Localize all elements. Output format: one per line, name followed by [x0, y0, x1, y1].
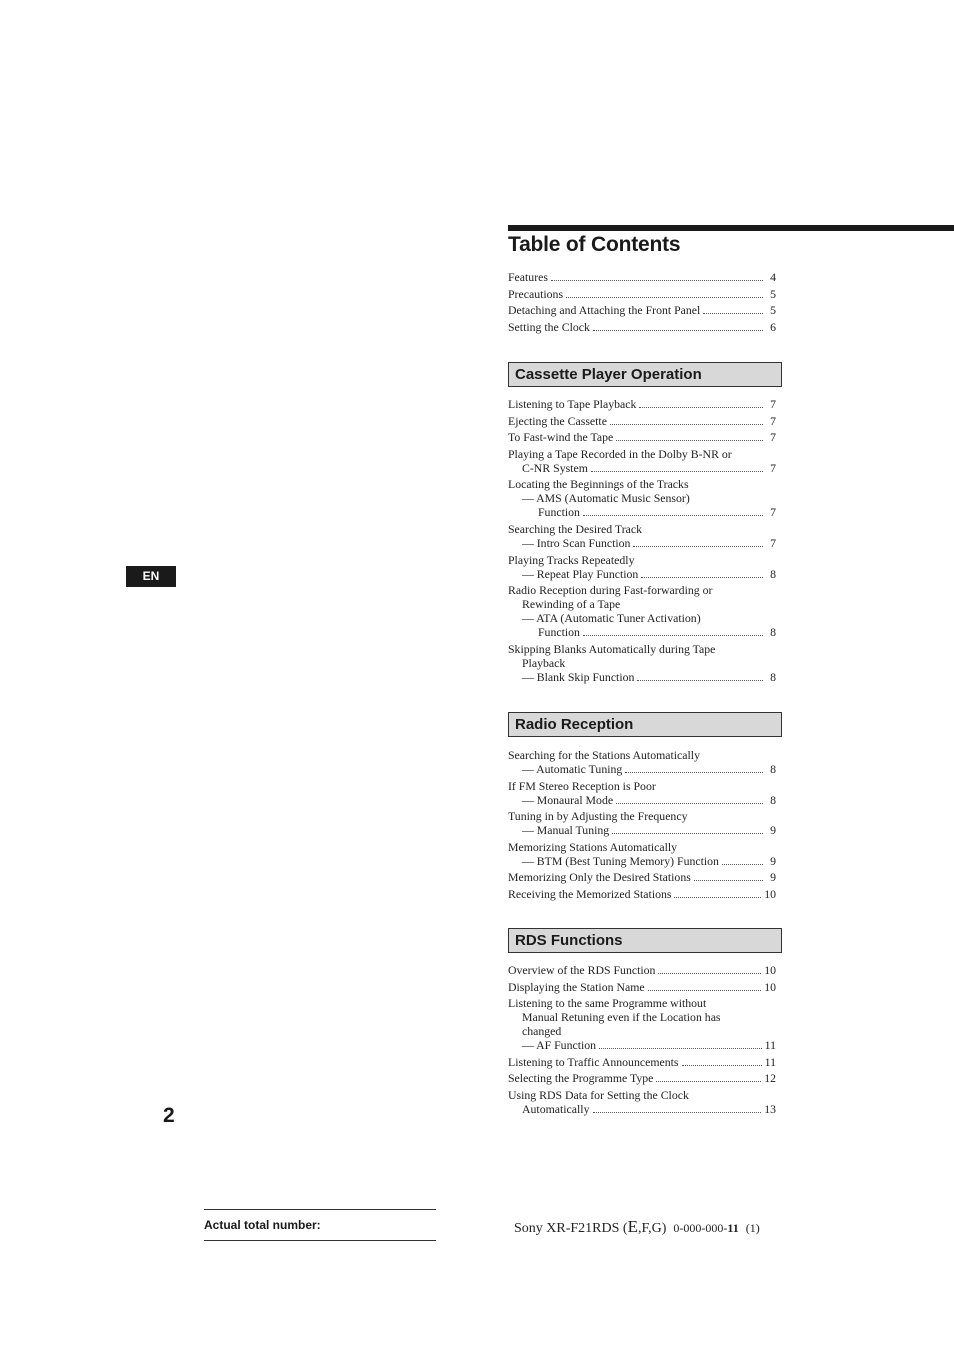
toc-page-number: 13 — [764, 1101, 776, 1116]
dot-leader — [593, 1112, 762, 1113]
toc-entry-text: Searching the Desired Track — [508, 521, 642, 536]
toc-entry-line — [508, 397, 776, 411]
toc-page-number: 12 — [764, 1071, 776, 1086]
language-tab: EN — [126, 566, 176, 587]
toc-page-number: 8 — [770, 566, 776, 581]
toc-entry — [508, 447, 776, 475]
toc-entry-text: — BTM (Best Tuning Memory) Function — [522, 853, 719, 868]
dot-leader — [694, 880, 763, 881]
toc-entry-text: — AF Function — [522, 1038, 597, 1053]
dot-leader — [616, 440, 763, 441]
footer-total-box — [204, 1209, 436, 1241]
toc-entry — [508, 430, 776, 444]
dot-leader — [616, 803, 763, 804]
toc-entry-text: Playing a Tape Recorded in the Dolby B-NR or — [508, 446, 732, 461]
toc-entry — [508, 963, 776, 977]
toc-entry-line — [508, 870, 776, 884]
page-title: Table of Contents — [508, 233, 681, 256]
toc-entry-text: — Repeat Play Function — [522, 566, 639, 581]
toc-entry-text: To Fast-wind the Tape — [508, 430, 614, 445]
toc-entry-line — [508, 320, 776, 334]
toc-entry-line — [508, 1038, 776, 1052]
model-prefix: Sony XR-F21RDS ( — [514, 1221, 628, 1236]
toc-entry — [508, 1055, 776, 1069]
toc-page-number: 8 — [770, 792, 776, 807]
toc-entry-text: — Automatic Tuning — [522, 762, 623, 776]
dot-leader — [599, 1048, 762, 1049]
toc-entry-line — [508, 1071, 776, 1085]
toc-page-number: 8 — [770, 762, 776, 776]
toc-entry-line — [508, 505, 776, 519]
toc-page-number: 7 — [770, 397, 776, 411]
toc-page-number: 11 — [764, 1054, 776, 1069]
toc-entry-text: Features — [508, 270, 548, 284]
toc-radio-list — [508, 748, 776, 904]
toc-entry-text: Radio Reception during Fast-forwarding or — [508, 583, 713, 598]
toc-entry-text: Selecting the Programme Type — [508, 1071, 654, 1086]
toc-page-number: 5 — [770, 303, 776, 318]
toc-entry — [508, 1088, 776, 1116]
toc-entry-text: Searching for the Stations Automatically — [508, 748, 700, 762]
toc-entry — [508, 397, 776, 411]
dot-leader — [703, 313, 763, 314]
code-bold: 11 — [727, 1221, 739, 1235]
toc-entry — [508, 748, 776, 776]
toc-page-number: 7 — [770, 535, 776, 550]
toc-entry-text: Listening to the same Programme without — [508, 996, 707, 1011]
toc-entry-line — [508, 1102, 776, 1116]
toc-entry-text: Displaying the Station Name — [508, 979, 645, 994]
toc-entry — [508, 809, 776, 837]
toc-entry-line — [508, 303, 776, 317]
toc-entry — [508, 320, 776, 334]
toc-entry-text: Listening to Traffic Announcements — [508, 1054, 679, 1069]
toc-entry — [508, 642, 776, 684]
toc-intro-list — [508, 270, 776, 336]
toc-page-number: 9 — [770, 823, 776, 838]
toc-entry-text: Playing Tracks Repeatedly — [508, 552, 635, 567]
toc-page-number: 8 — [770, 669, 776, 684]
toc-entry — [508, 414, 776, 428]
toc-entry-text: Detaching and Attaching the Front Panel — [508, 303, 701, 318]
dot-leader — [658, 973, 761, 974]
dot-leader — [637, 680, 763, 681]
dot-leader — [656, 1081, 761, 1082]
toc-entry-text: C-NR System — [522, 460, 588, 475]
dot-leader — [674, 897, 761, 898]
model-lang-rest: ,F,G) — [637, 1221, 667, 1236]
toc-rds-list — [508, 963, 776, 1119]
dot-leader — [593, 330, 763, 331]
toc-entry-text: changed — [522, 1024, 562, 1039]
toc-entry-text: Ejecting the Cassette — [508, 413, 607, 428]
toc-entry-line — [508, 823, 776, 837]
toc-entry-text: Overview of the RDS Function — [508, 963, 656, 977]
toc-page-number: 10 — [764, 963, 776, 977]
toc-page-number: 10 — [764, 886, 776, 901]
toc-entry-line — [508, 793, 776, 807]
toc-page-number: 8 — [770, 625, 776, 640]
toc-cassette-list — [508, 397, 776, 686]
toc-entry-line — [508, 670, 776, 684]
toc-entry-line — [508, 1055, 776, 1069]
toc-entry — [508, 522, 776, 550]
dot-leader — [551, 280, 763, 281]
dot-leader — [682, 1065, 762, 1066]
toc-entry — [508, 996, 776, 1052]
section-heading-cassette: Cassette Player Operation — [508, 362, 782, 387]
toc-entry — [508, 1071, 776, 1085]
toc-entry-text: Manual Retuning even if the Location has — [522, 1010, 721, 1025]
toc-page-number: 9 — [770, 870, 776, 885]
dot-leader — [612, 833, 763, 834]
toc-page-number: 5 — [770, 286, 776, 301]
toc-entry-text: Function — [538, 505, 580, 520]
toc-entry-line — [508, 270, 776, 284]
toc-entry-line — [508, 567, 776, 581]
toc-entry — [508, 583, 776, 639]
toc-page-number: 7 — [770, 430, 776, 445]
toc-page-number: 9 — [770, 853, 776, 868]
toc-entry-line — [508, 461, 776, 475]
toc-entry — [508, 840, 776, 868]
section-heading-rds: RDS Functions — [508, 928, 782, 953]
toc-entry-line — [508, 887, 776, 901]
toc-entry — [508, 870, 776, 884]
top-rule — [508, 225, 954, 231]
toc-entry-line — [508, 854, 776, 868]
toc-page-number: 7 — [770, 460, 776, 475]
toc-entry-line — [508, 430, 776, 444]
toc-page-number: 7 — [770, 413, 776, 428]
toc-entry — [508, 779, 776, 807]
toc-entry-text: Memorizing Only the Desired Stations — [508, 870, 691, 885]
toc-entry-text: Tuning in by Adjusting the Frequency — [508, 809, 688, 824]
dot-leader — [639, 407, 763, 408]
toc-entry-text: Rewinding of a Tape — [522, 597, 621, 612]
toc-entry-text: Precautions — [508, 286, 564, 301]
dot-leader — [583, 515, 763, 516]
toc-entry — [508, 553, 776, 581]
toc-entry-text: — AMS (Automatic Music Sensor) — [522, 491, 690, 506]
toc-entry-text: Function — [538, 625, 580, 640]
dot-leader — [610, 424, 763, 425]
toc-entry — [508, 287, 776, 301]
toc-entry-text: Playback — [522, 655, 566, 670]
toc-entry — [508, 270, 776, 284]
toc-entry-line — [508, 980, 776, 994]
model-lang-main: E — [627, 1217, 638, 1236]
toc-entry — [508, 887, 776, 901]
dot-leader — [722, 864, 763, 865]
page-number: 2 — [163, 1104, 175, 1127]
toc-page-number: 10 — [764, 979, 776, 994]
toc-entry-line — [508, 536, 776, 550]
toc-entry-text: Automatically — [522, 1101, 590, 1116]
toc-entry-line — [508, 414, 776, 428]
toc-entry-text: Setting the Clock — [508, 319, 590, 334]
dot-leader — [641, 577, 763, 578]
toc-entry-text: — Intro Scan Function — [522, 535, 631, 550]
toc-entry-text: — ATA (Automatic Tuner Activation) — [522, 611, 701, 626]
toc-entry-text: — Blank Skip Function — [522, 669, 635, 684]
dot-leader — [648, 990, 762, 991]
toc-entry — [508, 477, 776, 519]
toc-entry-text: Locating the Beginnings of the Tracks — [508, 477, 689, 492]
toc-entry-text: If FM Stereo Reception is Poor — [508, 778, 656, 793]
code-suffix: (1) — [745, 1221, 760, 1235]
footer-model-info — [514, 1217, 760, 1237]
toc-entry-text: — Monaural Mode — [522, 792, 614, 807]
toc-entry-text: Listening to Tape Playback — [508, 397, 637, 411]
toc-entry-text: Skipping Blanks Automatically during Tape — [508, 641, 716, 656]
toc-entry-line — [508, 762, 776, 776]
dot-leader — [566, 297, 763, 298]
dot-leader — [583, 635, 763, 636]
toc-entry-text: Memorizing Stations Automatically — [508, 839, 678, 854]
toc-page-number: 6 — [770, 319, 776, 334]
toc-entry — [508, 303, 776, 317]
toc-page-number: 4 — [770, 270, 776, 284]
section-heading-radio: Radio Reception — [508, 712, 782, 737]
code-prefix: 0-000-000- — [673, 1221, 728, 1235]
toc-page-number: 11 — [764, 1038, 776, 1053]
dot-leader — [591, 471, 763, 472]
toc-entry-line — [508, 287, 776, 301]
dot-leader — [625, 772, 763, 773]
toc-entry — [508, 980, 776, 994]
dot-leader — [633, 546, 763, 547]
toc-entry-line — [508, 625, 776, 639]
toc-entry-text: Using RDS Data for Setting the Clock — [508, 1087, 689, 1102]
toc-entry-text: — Manual Tuning — [522, 823, 610, 838]
toc-entry-text: Receiving the Memorized Stations — [508, 886, 672, 901]
footer-label: Actual total number: — [204, 1218, 321, 1232]
toc-entry-line — [508, 963, 776, 977]
toc-page-number: 7 — [770, 505, 776, 520]
